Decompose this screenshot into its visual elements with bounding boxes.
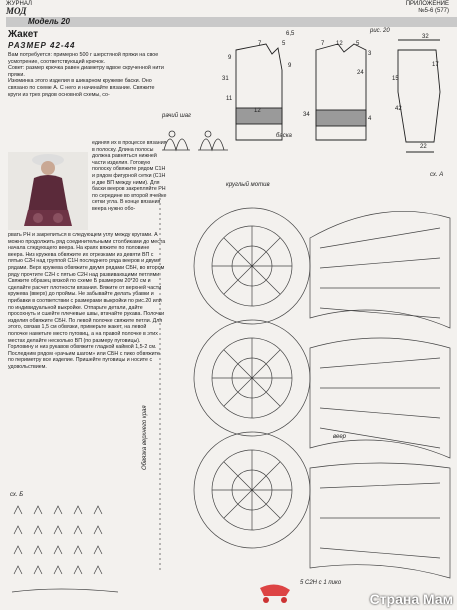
model-bar: Модель 20 (6, 17, 457, 27)
size-back-5: 4 (368, 116, 372, 122)
rachiy-shag-label: рачий шаг (162, 113, 191, 119)
figure-label: рис. 20 (370, 28, 390, 34)
side-text: единяя их в процессе вязания в полоску. Длина полосы должна равняться нижней части изделия. Готовую полоску обвяжите рядом С1Н и рядом фигурной сетки (С1Н и две ВП между ними). Для баски вееров закрепляйте РН по середине во второй ячейке сетки угла. В конце вязания веера нужно обо- (92, 140, 167, 212)
scheme-a-label: сх. А (430, 172, 444, 178)
size-sleeve-3: 15 (392, 76, 399, 82)
rachiy-shag-diagram (160, 122, 232, 156)
size-sleeve-4: 42 (395, 106, 402, 112)
size-front-3: 9 (228, 55, 232, 61)
size-front-5: 31 (222, 76, 229, 82)
woman-photo-icon (8, 152, 88, 230)
size-sleeve-2: 22 (420, 144, 427, 150)
size-back-2: 5 (356, 41, 360, 47)
pattern-pieces (226, 30, 454, 160)
size-front-7: 9 (288, 63, 292, 69)
motif-3 (194, 432, 310, 548)
size-label: РАЗМЕР 42-44 (8, 41, 76, 50)
magazine-header (6, 1, 32, 17)
body-text: рвать РН и закрепиться в следующем углу между кругами. А можно продолжить ряд соединительными столбиками до места начала следующего веера. На краях вяжите по половине веера. Низ кружева обвяжите их отрезками из девяти ВП с пятью С2Н над группой С1Н последнего ряда вееров и двумя рядами. Верх кружева обвяжите двумя рядами СБН, во втором ряду прочтите С2Н с пятью С2Н над развивающими петлями. Свяжите образец вязкой по схеме Б размером 20*20 см и сделайте расчет плотности вязания. Вяжите от верхней части кружева (вверх) до проймы. Не забывайте делать убавки и прибавки в соответствии с размерами выкройки по рис.20 или по индивидуальной выкройке. Отпарьте детали, дайте просохнуть и сшейте плечевые швы, втачайте рукава. Полочки изделия обвяжите СБН. По левой полочке свяжите петли. Для этого, связав 1,5 см обвязки, примерьте жакет, на левой полочке наметьте место пуговиц, а на правой полочке в этих местах делайте несколько ВП (по размеру пуговицы). Горловину и низ рукавов обвяжите гладкой каймой 1,5-2 см. Последним рядом «рачьим шагом» или СБН с пико обвяжите по периметру все изделие. Пришейте пуговицы и носите с удовольствием. (8, 232, 166, 370)
edge-binding-label: Обвязка верхнего края (142, 405, 148, 470)
size-front-2: 5 (282, 41, 286, 47)
fans (310, 211, 450, 578)
size-back-4: 24 (357, 70, 364, 76)
intro-text (8, 52, 166, 98)
baska-label: баска (276, 133, 292, 139)
size-back-0: 7 (321, 41, 325, 47)
size-front-4: 11 (226, 96, 233, 102)
size-front-0: 6,5 (286, 31, 295, 37)
size-front-1: 7 (258, 41, 262, 47)
issue-header (406, 1, 449, 15)
intro-paragraph: Изюминка этого изделия в шикарном кружеве баски. Оно связано по схеме А. С него и начинайте вязание. Свяжите круги из трех рядов основной схемы, со- (8, 78, 155, 98)
size-sleeve-1: 17 (432, 62, 439, 68)
motif-1 (194, 208, 310, 324)
tip-paragraph: Совет: размер крючка равен диаметру вдвое скрученной нити пряжи. (8, 65, 164, 78)
scheme-a-diagram (140, 178, 454, 580)
size-back-3: 3 (368, 51, 372, 57)
watermark: Страна Мам (369, 591, 453, 607)
motif-2 (194, 320, 310, 436)
model-photo (8, 152, 88, 230)
size-front-6: 12 (254, 108, 261, 114)
stroller-logo-icon (256, 582, 294, 604)
fan-label: веер (333, 434, 347, 440)
motif-label: круглый мотив (226, 182, 270, 188)
scheme-b-diagram (8, 504, 128, 596)
scheme-b-label: сх. Б (10, 492, 24, 498)
magazine-name: МОД (6, 6, 27, 16)
size-back-1: 12 (336, 41, 343, 47)
issue-number: №5-6 (577) (418, 8, 449, 14)
size-sleeve-0: 32 (422, 34, 429, 40)
rows-label: 5 С2Н с 1 пико (300, 580, 342, 586)
materials-paragraph: Вам потребуется: примерно 500 г шерстяной пряжи на свое усмотрение, соответствующий крючок. (8, 52, 159, 65)
magazine-small-label: ЖУРНАЛ (6, 1, 32, 7)
page-title: Жакет (8, 29, 39, 40)
supplement-label: ПРИЛОЖЕНИЕ (405, 1, 449, 7)
size-front-8: 34 (303, 112, 310, 118)
